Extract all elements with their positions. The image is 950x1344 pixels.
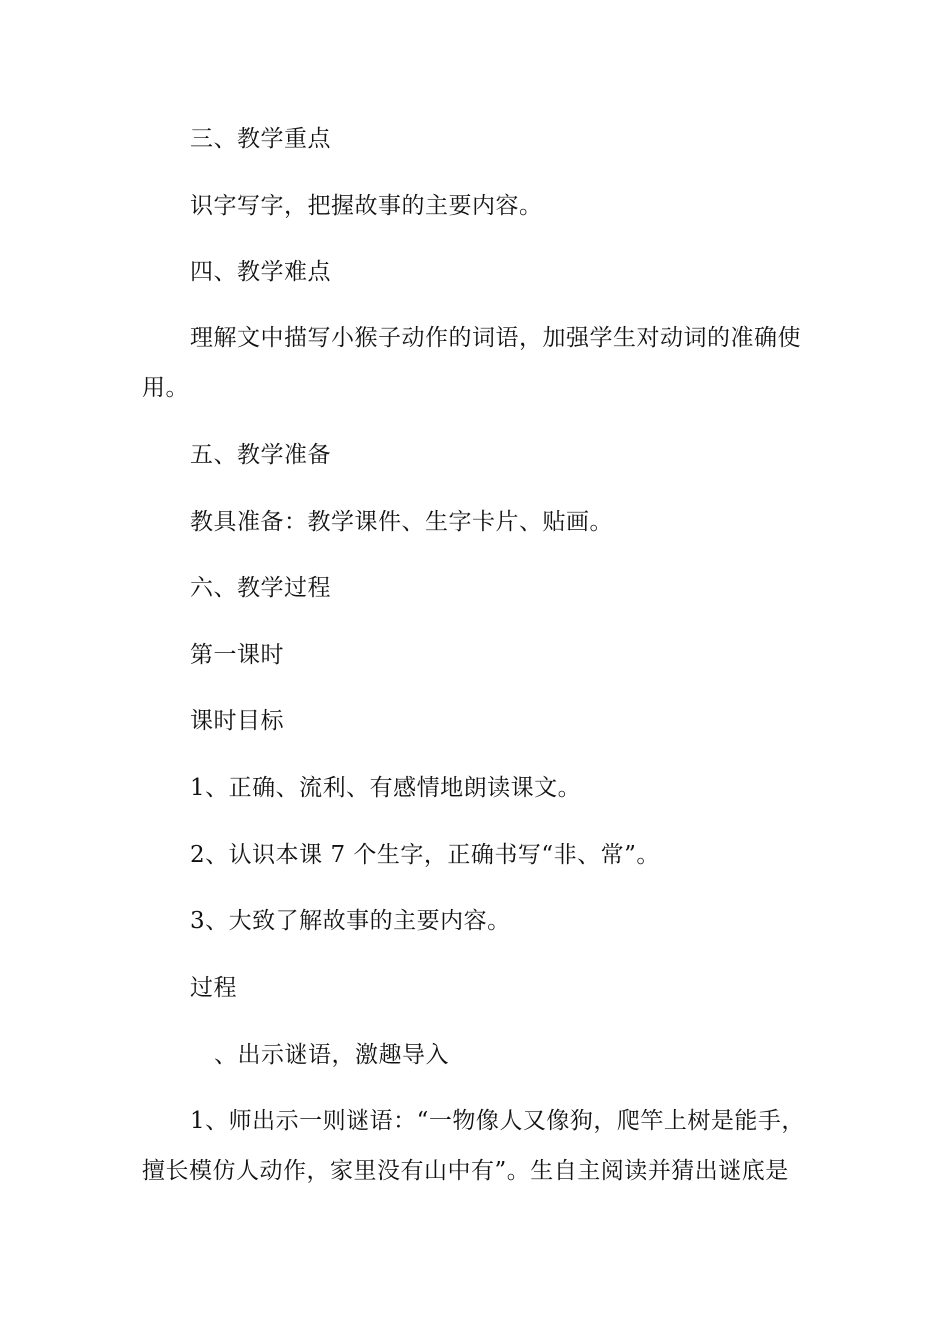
heading-teaching-focus: 三、教学重点 [190,126,331,152]
objective-item-1: 1、正确、流利、有感情地朗读课文。 [190,775,582,801]
paragraph-teaching-focus: 识字写字，把握故事的主要内容。 [190,193,543,219]
heading-teaching-difficulty: 四、教学难点 [190,259,331,285]
heading-first-lesson: 第一课时 [190,642,284,668]
heading-lesson-objectives: 课时目标 [190,708,284,734]
paragraph-riddle-cont: 擅长模仿人动作，家里没有山中有”。生自主阅读并猜出谜底是 [142,1158,789,1184]
paragraph-teaching-difficulty: 理解文中描写小猴子动作的词语，加强学生对动词的准确使 [190,325,801,351]
heading-process: 过程 [190,975,237,1001]
objective-item-2: 2、认识本课 7 个生字，正确书写“非、常”。 [190,842,660,868]
heading-riddle-intro: 、出示谜语，激趣导入 [214,1042,449,1068]
paragraph-riddle: 1、师出示一则谜语：“一物像人又像狗，爬竿上树是能手， [190,1108,805,1134]
heading-teaching-preparation: 五、教学准备 [190,442,331,468]
heading-teaching-process: 六、教学过程 [190,575,331,601]
objective-item-3: 3、大致了解故事的主要内容。 [190,908,511,934]
paragraph-teaching-preparation: 教具准备：教学课件、生字卡片、贴画。 [190,509,613,535]
paragraph-teaching-difficulty-cont: 用。 [142,375,189,401]
